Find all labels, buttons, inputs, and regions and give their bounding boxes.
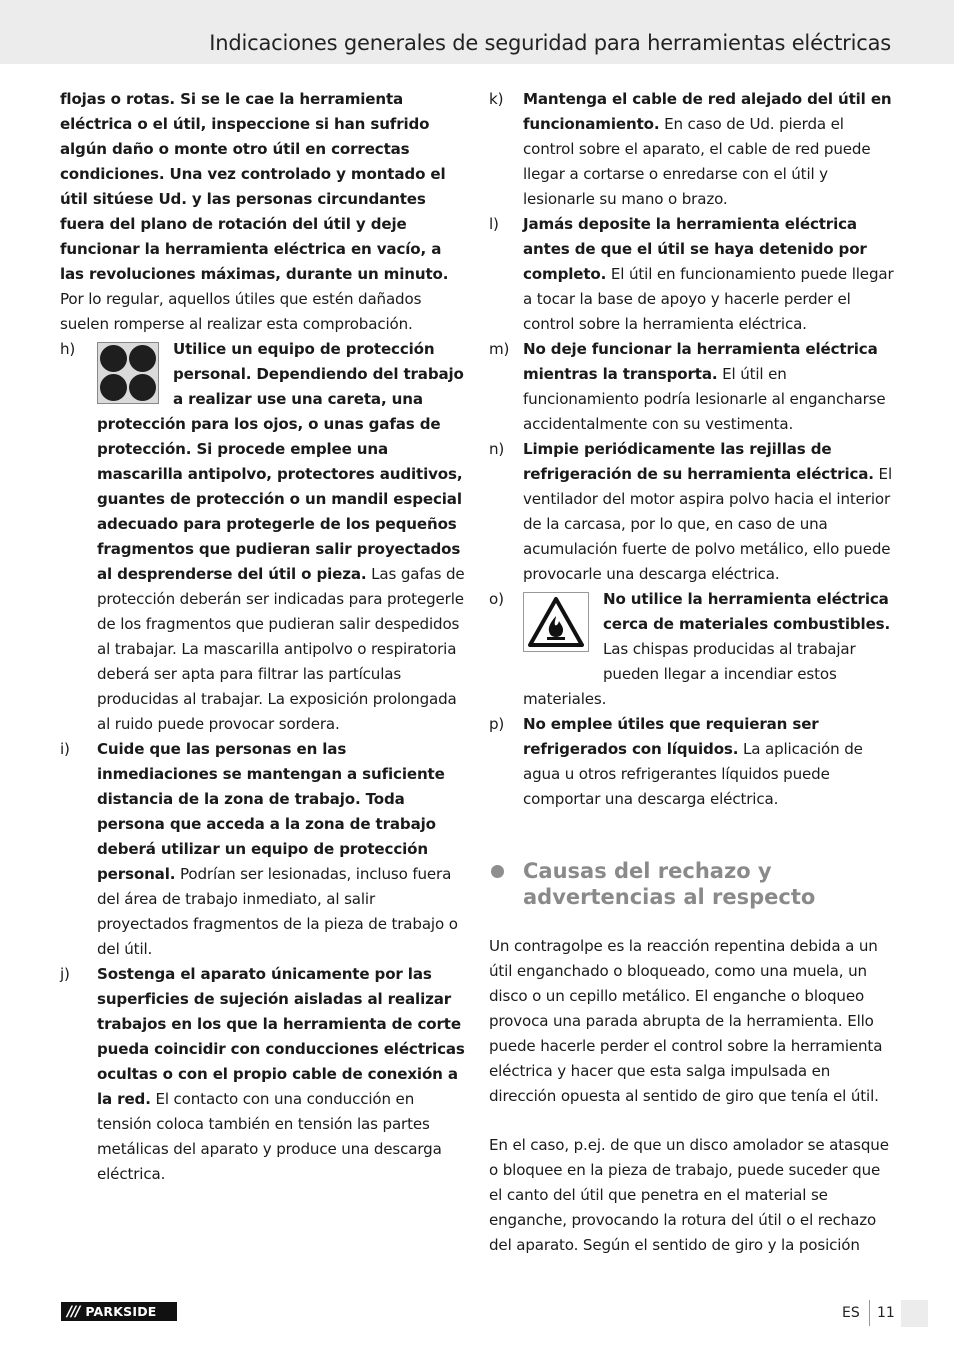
continued-paragraph [60, 87, 468, 337]
item-marker: h) [60, 340, 76, 358]
kickback-section-heading [489, 858, 894, 910]
item-normal-text: El útil en funcionamiento podría lesionarle al engancharse accidentalmente con su vestimenta. [523, 365, 886, 433]
item-normal-text: Las gafas de protección deberán ser indicadas para protegerle de los fragmentos que pudieran salir despedidos al trabajar. La mascarilla antipolvo o respiratoria deberá ser apta para filtrar las partículas producidas al trabajar. La exposición prolongada al ruido puede provocar sordera. [97, 565, 465, 733]
item-bold-text: No deje funcionar la herramienta eléctrica mientras la transporta. [523, 340, 878, 383]
language-code: ES [842, 1305, 860, 1321]
item-marker: k) [489, 90, 504, 108]
page-number: 11 [877, 1305, 895, 1321]
safety-item-n [489, 437, 894, 587]
item-bold-text: Jamás deposite la herramienta eléctrica antes de que el útil se haya detenido por completo. [523, 215, 867, 283]
item-bold-text: Utilice un equipo de protección personal. Dependiendo del trabajo a realizar use una careta, una protección para los ojos, o unas gafas de protección. Si procede emplee una mascarilla antipolvo, protectores auditivos, guantes de protección o un mandil especial adecuado para protegerle de los pequeños fragmentos que pudieran salir proyectados al desprenderse del útil o pieza. [97, 340, 464, 583]
flammable-warning-icon [523, 592, 589, 660]
logo-text: PARKSIDE [85, 1304, 157, 1319]
item-bold-text: Mantenga el cable de red alejado del útil en funcionamiento. [523, 90, 892, 133]
gloves-icon [129, 374, 156, 401]
continued-bold-text: flojas o rotas. Si se le cae la herramienta eléctrica o el útil, inspeccione si han sufrido algún daño o monte otro útil en correctas condiciones. Una vez controlado y montado el útil sitúese Ud. y las personas circundantes fuera del plano de rotación del útil y deje funcionar la herramienta eléctrica en vacío, a las revoluciones máximas, durante un minuto. [60, 90, 449, 283]
item-marker: i) [60, 740, 70, 758]
item-bold-text: No emplee útiles que requieran ser refrigerados con líquidos. [523, 715, 819, 758]
item-normal-text: Podrían ser lesionadas, incluso fuera del área de trabajo inmediato, al salir proyectados fragmentos de la pieza de trabajo o del útil. [97, 865, 458, 958]
item-normal-text: Las chispas producidas al trabajar pueden llegar a incendiar estos materiales. [523, 640, 856, 708]
logo-slashes: /// [67, 1303, 80, 1320]
right-column [489, 87, 894, 1258]
page-header [0, 0, 954, 64]
item-bold-text: No utilice la herramienta eléctrica cerca de materiales combustibles. [603, 590, 891, 633]
section-bullet-icon [491, 865, 504, 878]
item-bold-text: Limpie periódicamente las rejillas de refrigeración de su herramienta eléctrica. [523, 440, 874, 483]
item-marker: j) [60, 965, 70, 983]
safety-goggles-icon [129, 345, 156, 372]
safety-item-l [489, 212, 894, 337]
face-shield-icon [100, 345, 127, 372]
safety-item-k [489, 87, 894, 212]
safety-item-p [489, 712, 894, 812]
safety-item-i [60, 737, 468, 962]
item-normal-text: En caso de Ud. pierda el control sobre el aparato, el cable de red puede llegar a cortarse o enredarse con el útil y lesionarle su mano o brazo. [523, 115, 871, 208]
item-normal-text: La aplicación de agua u otros refrigerantes líquidos puede comportar una descarga eléctrica. [523, 740, 863, 808]
item-normal-text: El ventilador del motor aspira polvo hacia el interior de la carcasa, por lo que, en caso de una acumulación fuerte de polvo metálico, ello puede provocarle una descarga eléctrica. [523, 465, 892, 583]
safety-item-h [60, 337, 468, 737]
safety-item-o [489, 587, 894, 712]
kickback-paragraph-2: En el caso, p.ej. de que un disco amolador se atasque o bloquee en la pieza de trabajo, puede suceder que el canto del útil que penetra en el material se enganche, provocando la rotura del útil o el rechazo del aparato. Según el sentido de giro y la posición [489, 1136, 889, 1254]
item-marker: l) [489, 215, 499, 233]
left-column [60, 87, 468, 1187]
footer-tab [901, 1300, 928, 1327]
item-marker: o) [489, 590, 504, 608]
item-bold-text: Sostenga el aparato únicamente por las superficies de sujeción aisladas al realizar trabajos en los que la herramienta de corte pueda coincidir con conducciones eléctricas ocultas o con el propio cable de conexión a la red. [97, 965, 465, 1108]
item-marker: p) [489, 715, 505, 733]
item-normal-text: El contacto con una conducción en tensión coloca también en tensión las partes metálicas del aparato y produce una descarga eléctrica. [97, 1090, 442, 1183]
continued-normal-text: Por lo regular, aquellos útiles que estén dañados suelen romperse al realizar esta comprobación. [60, 290, 422, 333]
parkside-logo [61, 1302, 177, 1321]
protective-equipment-icon [97, 342, 159, 404]
safety-item-j [60, 962, 468, 1187]
item-marker: m) [489, 340, 510, 358]
page-title: Indicaciones generales de seguridad para herramientas eléctricas [209, 31, 891, 55]
dust-mask-icon [100, 374, 127, 401]
item-normal-text: El útil en funcionamiento puede llegar a tocar la base de apoyo y hacerle perder el control sobre la herramienta eléctrica. [523, 265, 894, 333]
item-marker: n) [489, 440, 505, 458]
item-bold-text: Cuide que las personas en las inmediaciones se mantengan a suficiente distancia de la zona de trabajo. Toda persona que acceda a la zona de trabajo deberá utilizar un equipo de protección personal. [97, 740, 445, 883]
kickback-paragraph-1: Un contragolpe es la reacción repentina debida a un útil enganchado o bloqueado, como una muela, un disco o un cepillo metálico. El enganche o bloqueo provoca una parada abrupta de la herramienta. Ello puede hacerle perder el control sobre la herramienta eléctrica y hacer que esta salga impulsada en dirección opuesta al sentido de giro que tenía el útil. [489, 937, 883, 1105]
section-title: Causas del rechazo y advertencias al respecto [523, 859, 816, 909]
safety-item-m [489, 337, 894, 437]
footer-divider [869, 1300, 870, 1326]
